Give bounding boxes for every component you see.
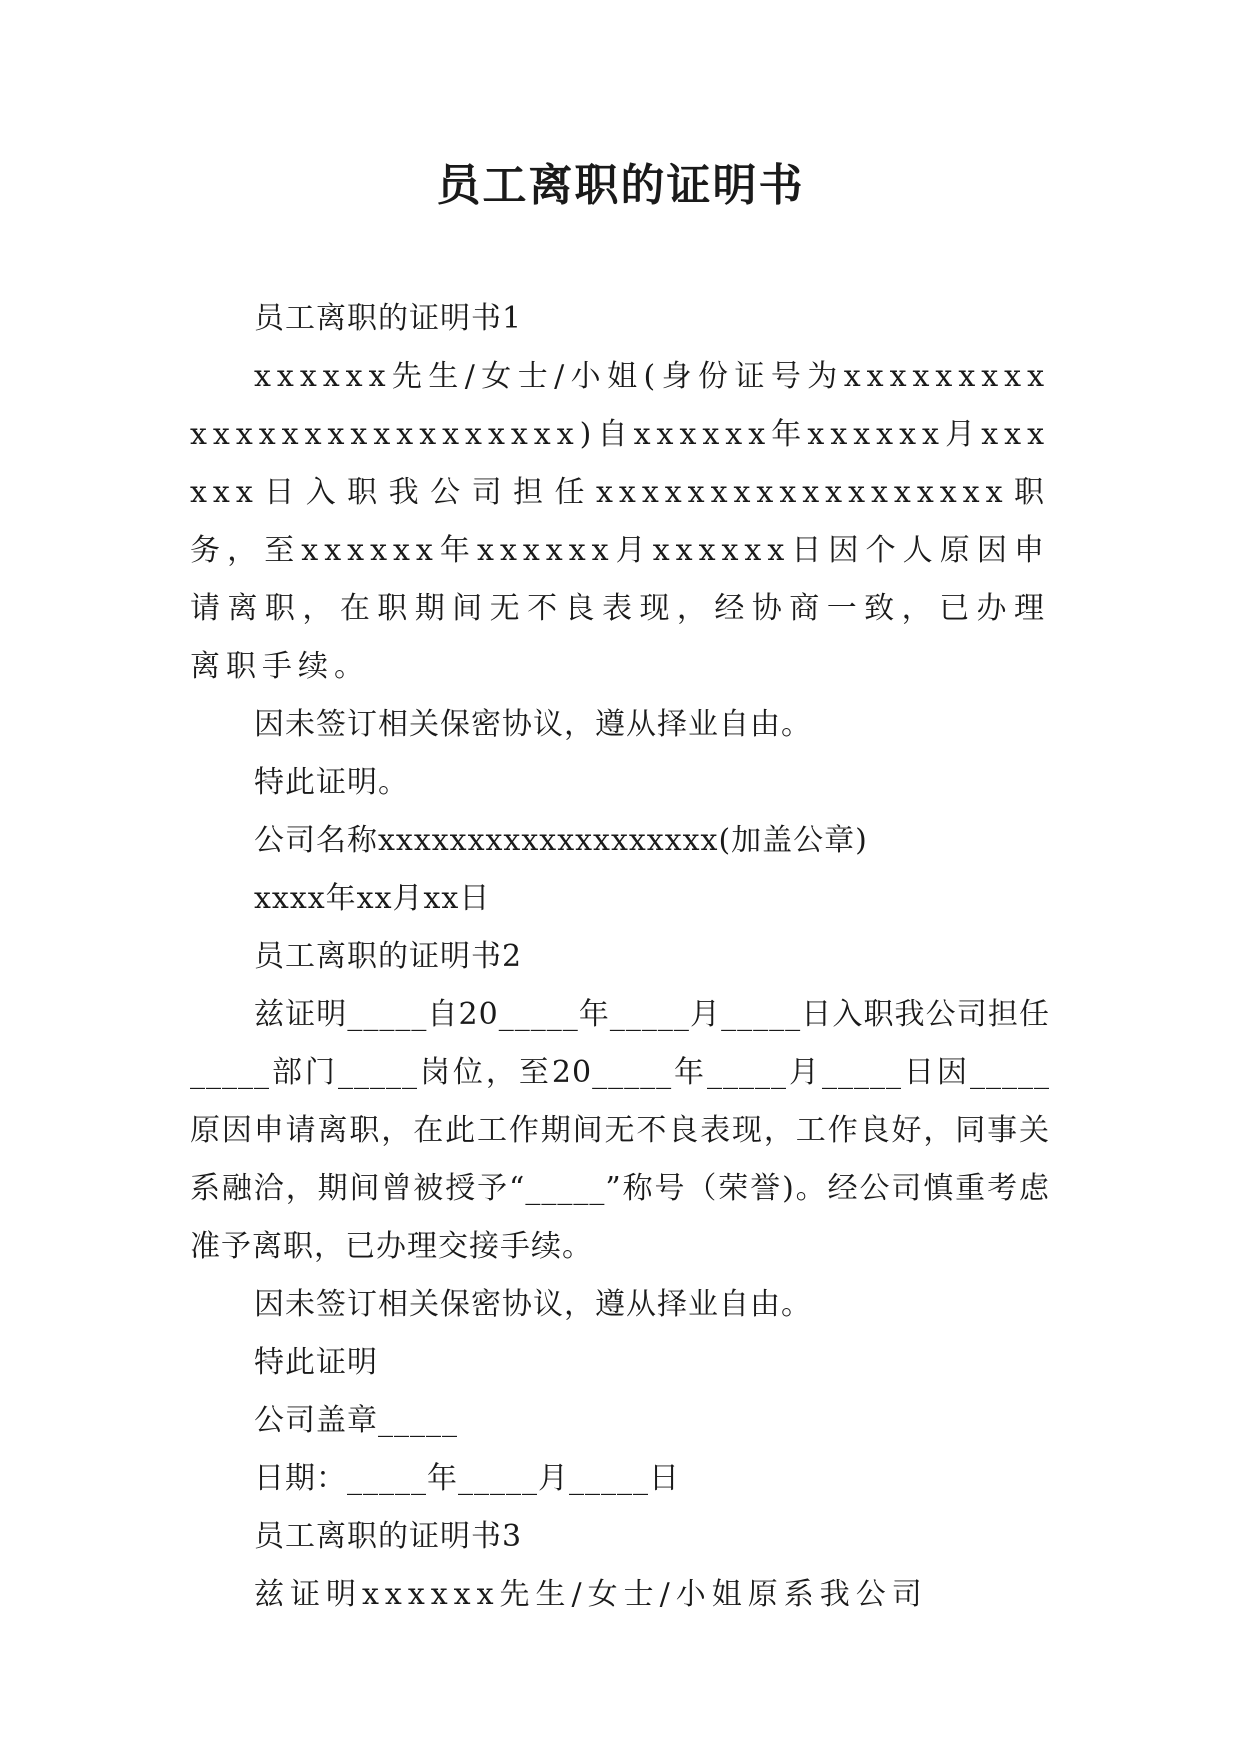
certificate-2-company-seal: 公司盖章_____ [254, 1403, 458, 1438]
section-heading-3: 员工离职的证明书3 [254, 1519, 523, 1554]
certificate-3-body: 兹证明xxxxxx先生/女士/小姐原系我公司 [254, 1577, 928, 1612]
certificate-1-company: 公司名称xxxxxxxxxxxxxxxxxxx(加盖公章) [254, 823, 868, 858]
certificate-1-confidentiality: 因未签订相关保密协议，遵从择业自由。 [254, 707, 812, 742]
certificate-1-date: xxxx年xx月xx日 [254, 881, 491, 916]
certificate-1-closing: 特此证明。 [254, 765, 409, 800]
certificate-2-body: 兹证明_____自20_____年_____月_____日入职我公司担任_____部门_____岗位，至20_____年_____月_____日因_____原因申请离职，在此工作期间无不良表现，工作良好，同事关系融洽，期间曾被授予“_____”称号（荣誉)。经公司慎重考虑准予离职，已办理交接手续。 [190, 997, 1050, 1264]
document-body [190, 290, 1050, 1624]
certificate-2-date: 日期：_____年_____月_____日 [254, 1461, 680, 1496]
section-heading-1: 员工离职的证明书1 [254, 301, 523, 336]
certificate-2-confidentiality: 因未签订相关保密协议，遵从择业自由。 [254, 1287, 812, 1322]
section-heading-2: 员工离职的证明书2 [254, 939, 523, 974]
certificate-2-closing: 特此证明 [254, 1345, 378, 1380]
certificate-1-body: xxxxxx先生/女士/小姐(身份证号为xxxxxxxxxxxxxxxxxxxxxxxxxx)自xxxxxx年xxxxxx月xxxxxx日入职我公司担任xxxxxxxxxxxxxxxxxx职务，至xxxxxx年xxxxxx月xxxxxx日因个人原因申请离职，在职期间无不良表现，经协商一致，已办理离职手续。 [190, 359, 1050, 684]
document-title: 员工离职的证明书 [436, 160, 805, 211]
